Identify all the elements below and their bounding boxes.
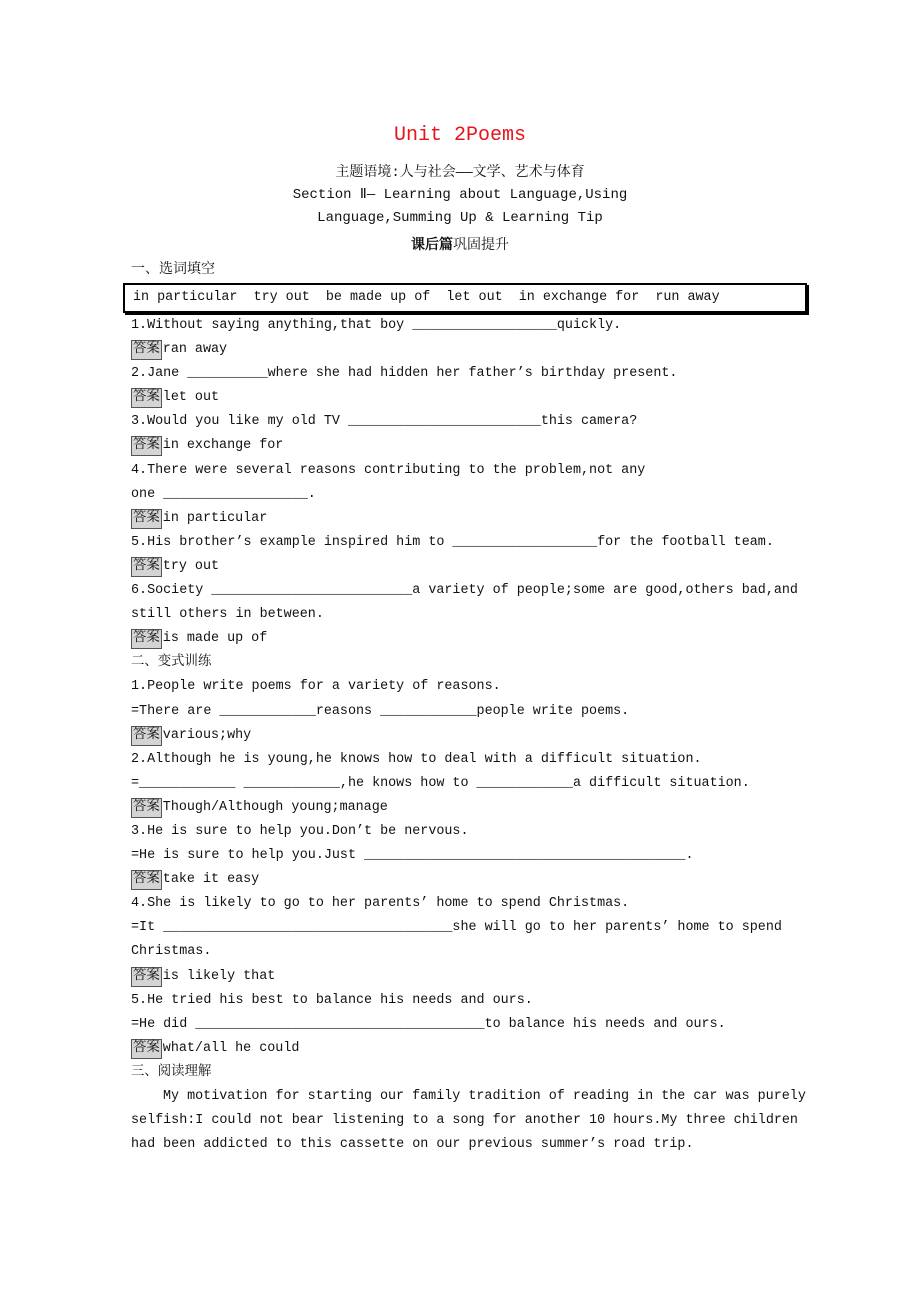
line-text: Though/Although young;manage	[162, 799, 388, 815]
text-line	[131, 1109, 801, 1133]
line-text: in particular	[162, 510, 268, 526]
line-text: try out	[162, 558, 220, 574]
subtitle-bold: 课后篇	[411, 238, 453, 254]
answer-line	[131, 507, 801, 531]
answer-badge: 答案	[131, 436, 162, 456]
text-line	[131, 820, 801, 844]
answer-line	[131, 627, 801, 651]
line-text: 5.He tried his best to balance his needs and ours.	[131, 992, 533, 1008]
text-line	[131, 675, 801, 699]
line-text: in exchange for	[162, 438, 284, 454]
answer-badge: 答案	[131, 629, 162, 649]
line-text: =It ____________________________________she will go to her parents’ home to spend	[131, 920, 782, 936]
answer-line	[131, 868, 801, 892]
line-text: take it easy	[162, 872, 260, 888]
line-text: =He did ____________________________________to balance his needs and ours.	[131, 1016, 726, 1032]
answer-line	[131, 434, 801, 458]
text-line	[131, 892, 801, 916]
section-heading	[131, 651, 801, 675]
exercise-body	[131, 314, 806, 1157]
text-line	[131, 459, 801, 483]
line-text: 2.Although he is young,he knows how to deal with a difficult situation.	[131, 751, 702, 767]
answer-badge: 答案	[131, 557, 162, 577]
line-text: 2.Jane __________where she had hidden her father’s birthday present.	[131, 366, 678, 382]
text-line	[131, 916, 801, 940]
text-line	[131, 603, 801, 627]
line-text: is likely that	[162, 968, 276, 984]
line-text: still others in between.	[131, 607, 324, 623]
answer-badge: 答案	[131, 726, 162, 746]
line-text: =____________ ____________,he knows how to ____________a difficult situation.	[131, 775, 750, 791]
text-line	[131, 844, 801, 868]
line-text: Christmas.	[131, 944, 212, 960]
text-line	[131, 748, 801, 772]
text-line	[131, 1133, 801, 1157]
section-heading	[131, 1061, 801, 1085]
text-line	[131, 940, 801, 964]
line-text: 4.There were several reasons contributing to the problem,not any	[131, 462, 646, 478]
answer-line	[131, 555, 801, 579]
line-text: 3.He is sure to help you.Don’t be nervous.	[131, 823, 469, 839]
line-text: 5.His brother’s example inspired him to __________________for the football team.	[131, 534, 774, 550]
answer-badge: 答案	[131, 798, 162, 818]
subtitle-rest: 巩固提升	[453, 238, 509, 254]
part1-heading: 一、选词填空	[131, 262, 215, 278]
text-line	[131, 579, 801, 603]
line-text: My motivation for starting our family tradition of reading in the car was purely	[163, 1089, 806, 1104]
line-text: what/all he could	[162, 1040, 300, 1056]
line-text: selfish:I could not bear listening to a song for another 10 hours.My three children	[131, 1113, 798, 1129]
answer-line	[131, 338, 801, 362]
line-text: various;why	[162, 727, 252, 743]
answer-line	[131, 386, 801, 410]
line-text: =There are ____________reasons ____________people write poems.	[131, 703, 630, 719]
text-line	[131, 772, 801, 796]
text-line	[131, 989, 801, 1013]
line-text: had been addicted to this cassette on our previous summer’s road trip.	[131, 1137, 694, 1153]
line-text: 三、阅读理解	[131, 1064, 212, 1080]
answer-badge: 答案	[131, 388, 162, 408]
text-line	[131, 410, 801, 434]
answer-line	[131, 965, 801, 989]
answer-badge: 答案	[131, 340, 162, 360]
subtitle	[0, 234, 920, 254]
word-box: in particular try out be made up of let out in exchange for run away	[123, 283, 807, 313]
answer-line	[131, 1037, 801, 1061]
line-text: 4.She is likely to go to her parents’ home to spend Christmas.	[131, 896, 630, 912]
answer-badge: 答案	[131, 870, 162, 890]
text-line	[131, 483, 801, 507]
answer-badge: 答案	[131, 509, 162, 529]
section-line-1: Section Ⅱ— Learning about Language,Using	[292, 187, 628, 203]
line-text: 6.Society _________________________a variety of people;some are good,others bad,and	[131, 583, 798, 599]
line-text: 二、变式训练	[131, 655, 212, 671]
section-line-2: Language,Summing Up & Learning Tip	[317, 210, 603, 226]
text-line	[131, 314, 801, 338]
line-text: =He is sure to help you.Just ________________________________________.	[131, 848, 694, 864]
line-text: is made up of	[162, 631, 268, 647]
answer-line	[131, 724, 801, 748]
text-line	[131, 362, 801, 386]
theme-line: 主题语境:人与社会——文学、艺术与体育	[335, 165, 585, 181]
doc-title: Unit 2Poems	[393, 124, 527, 147]
line-text: ran away	[162, 342, 228, 358]
line-text: let out	[162, 390, 220, 406]
text-line	[131, 1085, 806, 1109]
text-line	[131, 700, 801, 724]
text-line	[131, 531, 801, 555]
answer-badge: 答案	[131, 967, 162, 987]
line-text: 1.Without saying anything,that boy __________________quickly.	[131, 318, 622, 333]
line-text: 3.Would you like my old TV ________________________this camera?	[131, 414, 638, 430]
text-line	[131, 1013, 801, 1037]
answer-badge: 答案	[131, 1039, 162, 1059]
line-text: 1.People write poems for a variety of reasons.	[131, 679, 501, 695]
answer-line	[131, 796, 801, 820]
line-text: one __________________.	[131, 486, 316, 502]
